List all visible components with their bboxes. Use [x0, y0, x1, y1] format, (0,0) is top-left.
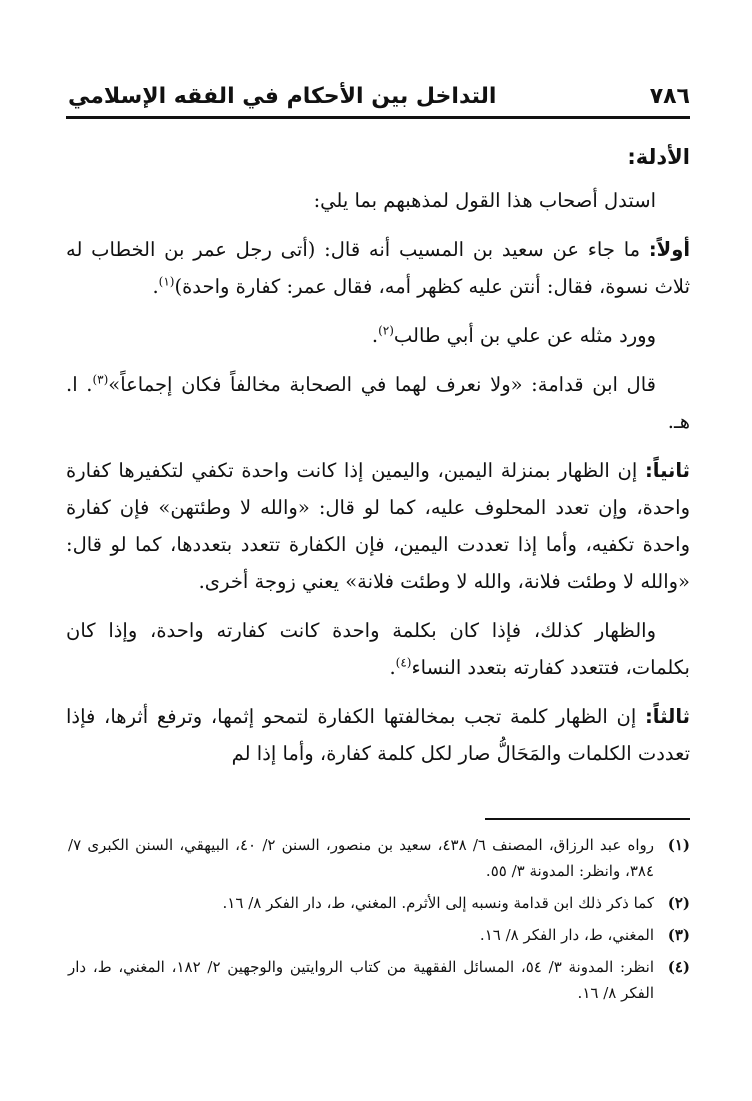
running-header	[68, 82, 690, 112]
paragraph-text: والظهار كذلك، فإذا كان بكلمة واحدة كانت كفارته واحدة، وإذا كان بكلمات، فتتعدد كفارته بتعدد النساء	[66, 619, 690, 679]
paragraph-lead: ثالثاً:	[644, 705, 690, 728]
footnote-ref-4: (٤)	[395, 655, 412, 670]
footnote-text: انظر: المدونة ٣/ ٥٤، المسائل الفقهية من كتاب الروايتين والوجهين ٢/ ١٨٢، المغني، ط، دار الفكر ٨/ ١٦.	[68, 958, 654, 1002]
paragraph-text: قال ابن قدامة: «ولا نعرف لهما في الصحابة مخالفاً فكان إجماعاً»	[108, 373, 656, 396]
footnote-number: (١)	[667, 836, 690, 854]
footnote-1	[68, 832, 690, 884]
paragraph-tail: . ا. هـ.	[66, 373, 690, 433]
footnote-2	[68, 890, 690, 916]
paragraph-text: إن الظهار كلمة تجب بمخالفتها الكفارة لتمحو إثمها، وترفع أثرها، فإذا تعددت الكلمات والمَحَالُّ صار لكل كلمة كفارة، وأما إذا لم	[66, 705, 690, 765]
section-heading: الأدلة:	[627, 145, 690, 169]
paragraph-text: استدل أصحاب هذا القول لمذهبهم بما يلي:	[313, 189, 656, 212]
paragraph-lead: أولاً:	[648, 238, 690, 261]
main-text	[66, 140, 690, 784]
page-number: ٧٨٦	[649, 84, 690, 109]
footnote-3	[68, 922, 690, 948]
footnote-number: (٤)	[667, 958, 690, 976]
paragraph-text: وورد مثله عن علي بن أبي طالب	[393, 324, 656, 347]
paragraph-tail: .	[152, 275, 159, 298]
footnote-rule	[485, 818, 690, 820]
footnote-text: كما ذكر ذلك ابن قدامة ونسبه إلى الأثرم. المغني، ط، دار الفكر ٨/ ١٦.	[222, 894, 654, 912]
footnotes	[68, 832, 690, 1012]
paragraph-tail: .	[371, 324, 379, 347]
paragraph-second-evidence	[66, 452, 690, 600]
running-title: التداخل بين الأحكام في الفقه الإسلامي	[68, 84, 497, 109]
paragraph-first-evidence	[66, 231, 690, 305]
footnote-text: رواه عبد الرزاق، المصنف ٦/ ٤٣٨، سعيد بن منصور، السنن ٢/ ٤٠، البيهقي، السنن الكبرى ٧/ ٣٨٤، وانظر: المدونة ٣/ ٥٥.	[68, 836, 654, 880]
footnote-text: المغني، ط، دار الفكر ٨/ ١٦.	[479, 926, 654, 944]
paragraph-zihar	[66, 612, 690, 686]
paragraph-ali	[66, 317, 690, 354]
paragraph-intro	[66, 182, 690, 219]
footnote-ref-3: (٣)	[92, 372, 109, 387]
paragraph-text: ما جاء عن سعيد بن المسيب أنه قال: (أتى رجل عمر بن الخطاب له ثلاث نسوة، فقال: أنتن عليه كظهر أمه، فقال عمر: كفارة واحدة)	[66, 238, 690, 298]
header-rule	[66, 116, 690, 119]
footnote-number: (٣)	[667, 926, 690, 944]
paragraph-ibn-qudama	[66, 366, 690, 440]
paragraph-third-evidence	[66, 698, 690, 772]
paragraph-lead: ثانياً:	[644, 459, 690, 482]
paragraph-text: إن الظهار بمنزلة اليمين، واليمين إذا كانت واحدة تكفي لتكفيرها كفارة واحدة، وإن تعدد المحلوف عليه، كما لو قال: «والله لا وطئتهن» فإن كفارة واحدة تكفيه، وأما إذا تعددت اليمين، فإن الكفارة تتعدد بتعددها، كما لو قال: «والله لا وطئت فلانة، والله لا وطئت فلانة» يعني زوجة أخرى.	[66, 459, 690, 593]
footnote-4	[68, 954, 690, 1006]
footnote-ref-2: (٢)	[378, 323, 394, 338]
footnote-number: (٢)	[667, 894, 690, 912]
footnote-ref-1: (١)	[158, 274, 175, 289]
paragraph-tail: .	[389, 656, 396, 679]
